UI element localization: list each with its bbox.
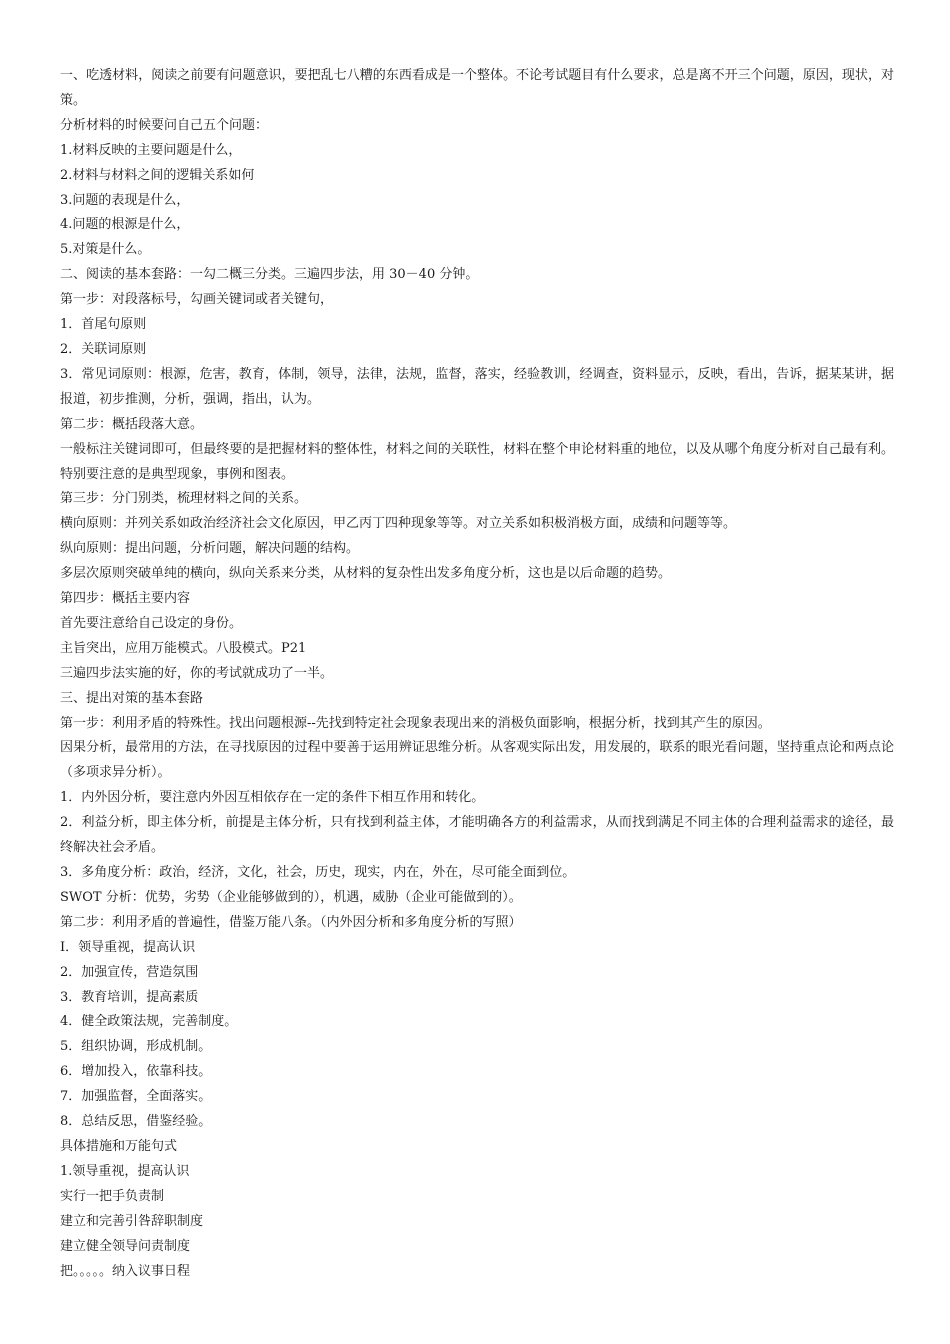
paragraph: 具体措施和万能句式 xyxy=(60,1138,178,1154)
paragraph: 1.材料反映的主要问题是什么， xyxy=(60,142,242,158)
paragraph: 1．首尾句原则 xyxy=(60,317,147,333)
paragraph: 第一步：对段落标号，勾画关键词或者关键句， xyxy=(60,292,334,308)
paragraph: 主旨突出，应用万能模式。八股模式。P21 xyxy=(60,640,307,656)
paragraph: 建立健全领导问责制度 xyxy=(60,1238,191,1254)
paragraph: 纵向原则：提出问题，分析问题，解决问题的结构。 xyxy=(60,541,360,557)
paragraph: 第一步：利用矛盾的特殊性。找出问题根源--先找到特定社会现象表现出来的消极负面影响，根据分析，找到其产生的原因。 xyxy=(60,715,771,731)
paragraph: 三遍四步法实施的好，你的考试就成功了一半。 xyxy=(60,665,334,681)
list-item: 4．健全政策法规，完善制度。 xyxy=(60,1014,238,1030)
paragraph: 2.材料与材料之间的逻辑关系如何 xyxy=(60,167,255,183)
paragraph: 第二步：利用矛盾的普遍性，借鉴万能八条。（内外因分析和多角度分析的写照） xyxy=(60,914,522,930)
paragraph: 因果分析，最常用的方法，在寻找原因的过程中要善于运用辨证思维分析。从客观实际出发，用发展的，联系的眼光看问题，坚持重点论和两点论（多项求异分析）。 xyxy=(60,740,894,781)
paragraph: 建立和完善引咎辞职制度 xyxy=(60,1213,204,1229)
paragraph: 4.问题的根源是什么， xyxy=(60,217,190,233)
paragraph: 1.领导重视，提高认识 xyxy=(60,1163,190,1179)
section-heading: 二、阅读的基本套路：一勾二概三分类。三遍四步法，用 30－40 分钟。 xyxy=(60,267,479,283)
paragraph: 一、吃透材料，阅读之前要有问题意识，要把乱七八糟的东西看成是一个整体。不论考试题目有什么要求，总是离不开三个问题，原因，现状，对策。 xyxy=(60,68,894,108)
paragraph: 一般标注关键词即可，但最终要的是把握材料的整体性，材料之间的关联性，材料在整个申论材料重的地位，以及从哪个角度分析对自己最有利。特别要注意的是典型现象，事例和图表。 xyxy=(60,441,894,482)
paragraph: 1．内外因分析，要注意内外因互相依存在一定的条件下相互作用和转化。 xyxy=(60,790,485,806)
paragraph: 首先要注意给自己设定的身份。 xyxy=(60,615,243,631)
paragraph: 把。。。。。纳入议事日程 xyxy=(60,1263,191,1279)
paragraph: 第三步：分门别类，梳理材料之间的关系。 xyxy=(60,491,308,507)
paragraph: 实行一把手负责制 xyxy=(60,1188,165,1204)
section-heading: 三、提出对策的基本套路 xyxy=(60,690,204,706)
list-item: 2．加强宣传，营造氛围 xyxy=(60,964,199,980)
list-item: I．领导重视，提高认识 xyxy=(60,939,196,955)
list-item: 8．总结反思，借鉴经验。 xyxy=(60,1114,212,1130)
paragraph: 3．多角度分析：政治，经济，文化，社会，历史，现实，内在，外在，尽可能全面到位。 xyxy=(60,865,576,880)
paragraph: 第四步：概括主要内容 xyxy=(60,591,191,607)
list-item: 6．增加投入，依靠科技。 xyxy=(60,1064,212,1080)
paragraph: 2．关联词原则 xyxy=(60,341,147,357)
paragraph: 3.问题的表现是什么， xyxy=(60,192,190,208)
paragraph: 横向原则：并列关系如政治经济社会文化原因，甲乙丙丁四种现象等等。对立关系如积极消极方面，成绩和问题等等。 xyxy=(60,516,737,532)
list-item: 7．加强监督，全面落实。 xyxy=(60,1089,212,1105)
paragraph: 5.对策是什么。 xyxy=(60,242,151,258)
list-item: 3．教育培训，提高素质 xyxy=(60,989,199,1005)
list-item: 5．组织协调，形成机制。 xyxy=(60,1039,212,1055)
paragraph: 多层次原则突破单纯的横向，纵向关系来分类，从材料的复杂性出发多角度分析，这也是以后命题的趋势。 xyxy=(60,566,672,582)
paragraph: 3．常见词原则：根源，危害，教育，体制，领导，法律，法规，监督，落实，经验教训，经调查，资料显示，反映，看出，告诉，据某某讲，据报道，初步推测，分析，强调，指出，认为。 xyxy=(60,366,894,407)
paragraph: SWOT 分析：优势，劣势（企业能够做到的），机遇，威胁（企业可能做到的）。 xyxy=(60,889,522,905)
paragraph: 分析材料的时候要问自己五个问题： xyxy=(60,117,269,133)
document-body xyxy=(60,64,894,1284)
paragraph: 2．利益分析，即主体分析，前提是主体分析，只有找到利益主体，才能明确各方的利益需求，从而找到满足不同主体的合理利益需求的途径，最终解决社会矛盾。 xyxy=(60,815,894,856)
paragraph: 第二步：概括段落大意。 xyxy=(60,416,204,432)
